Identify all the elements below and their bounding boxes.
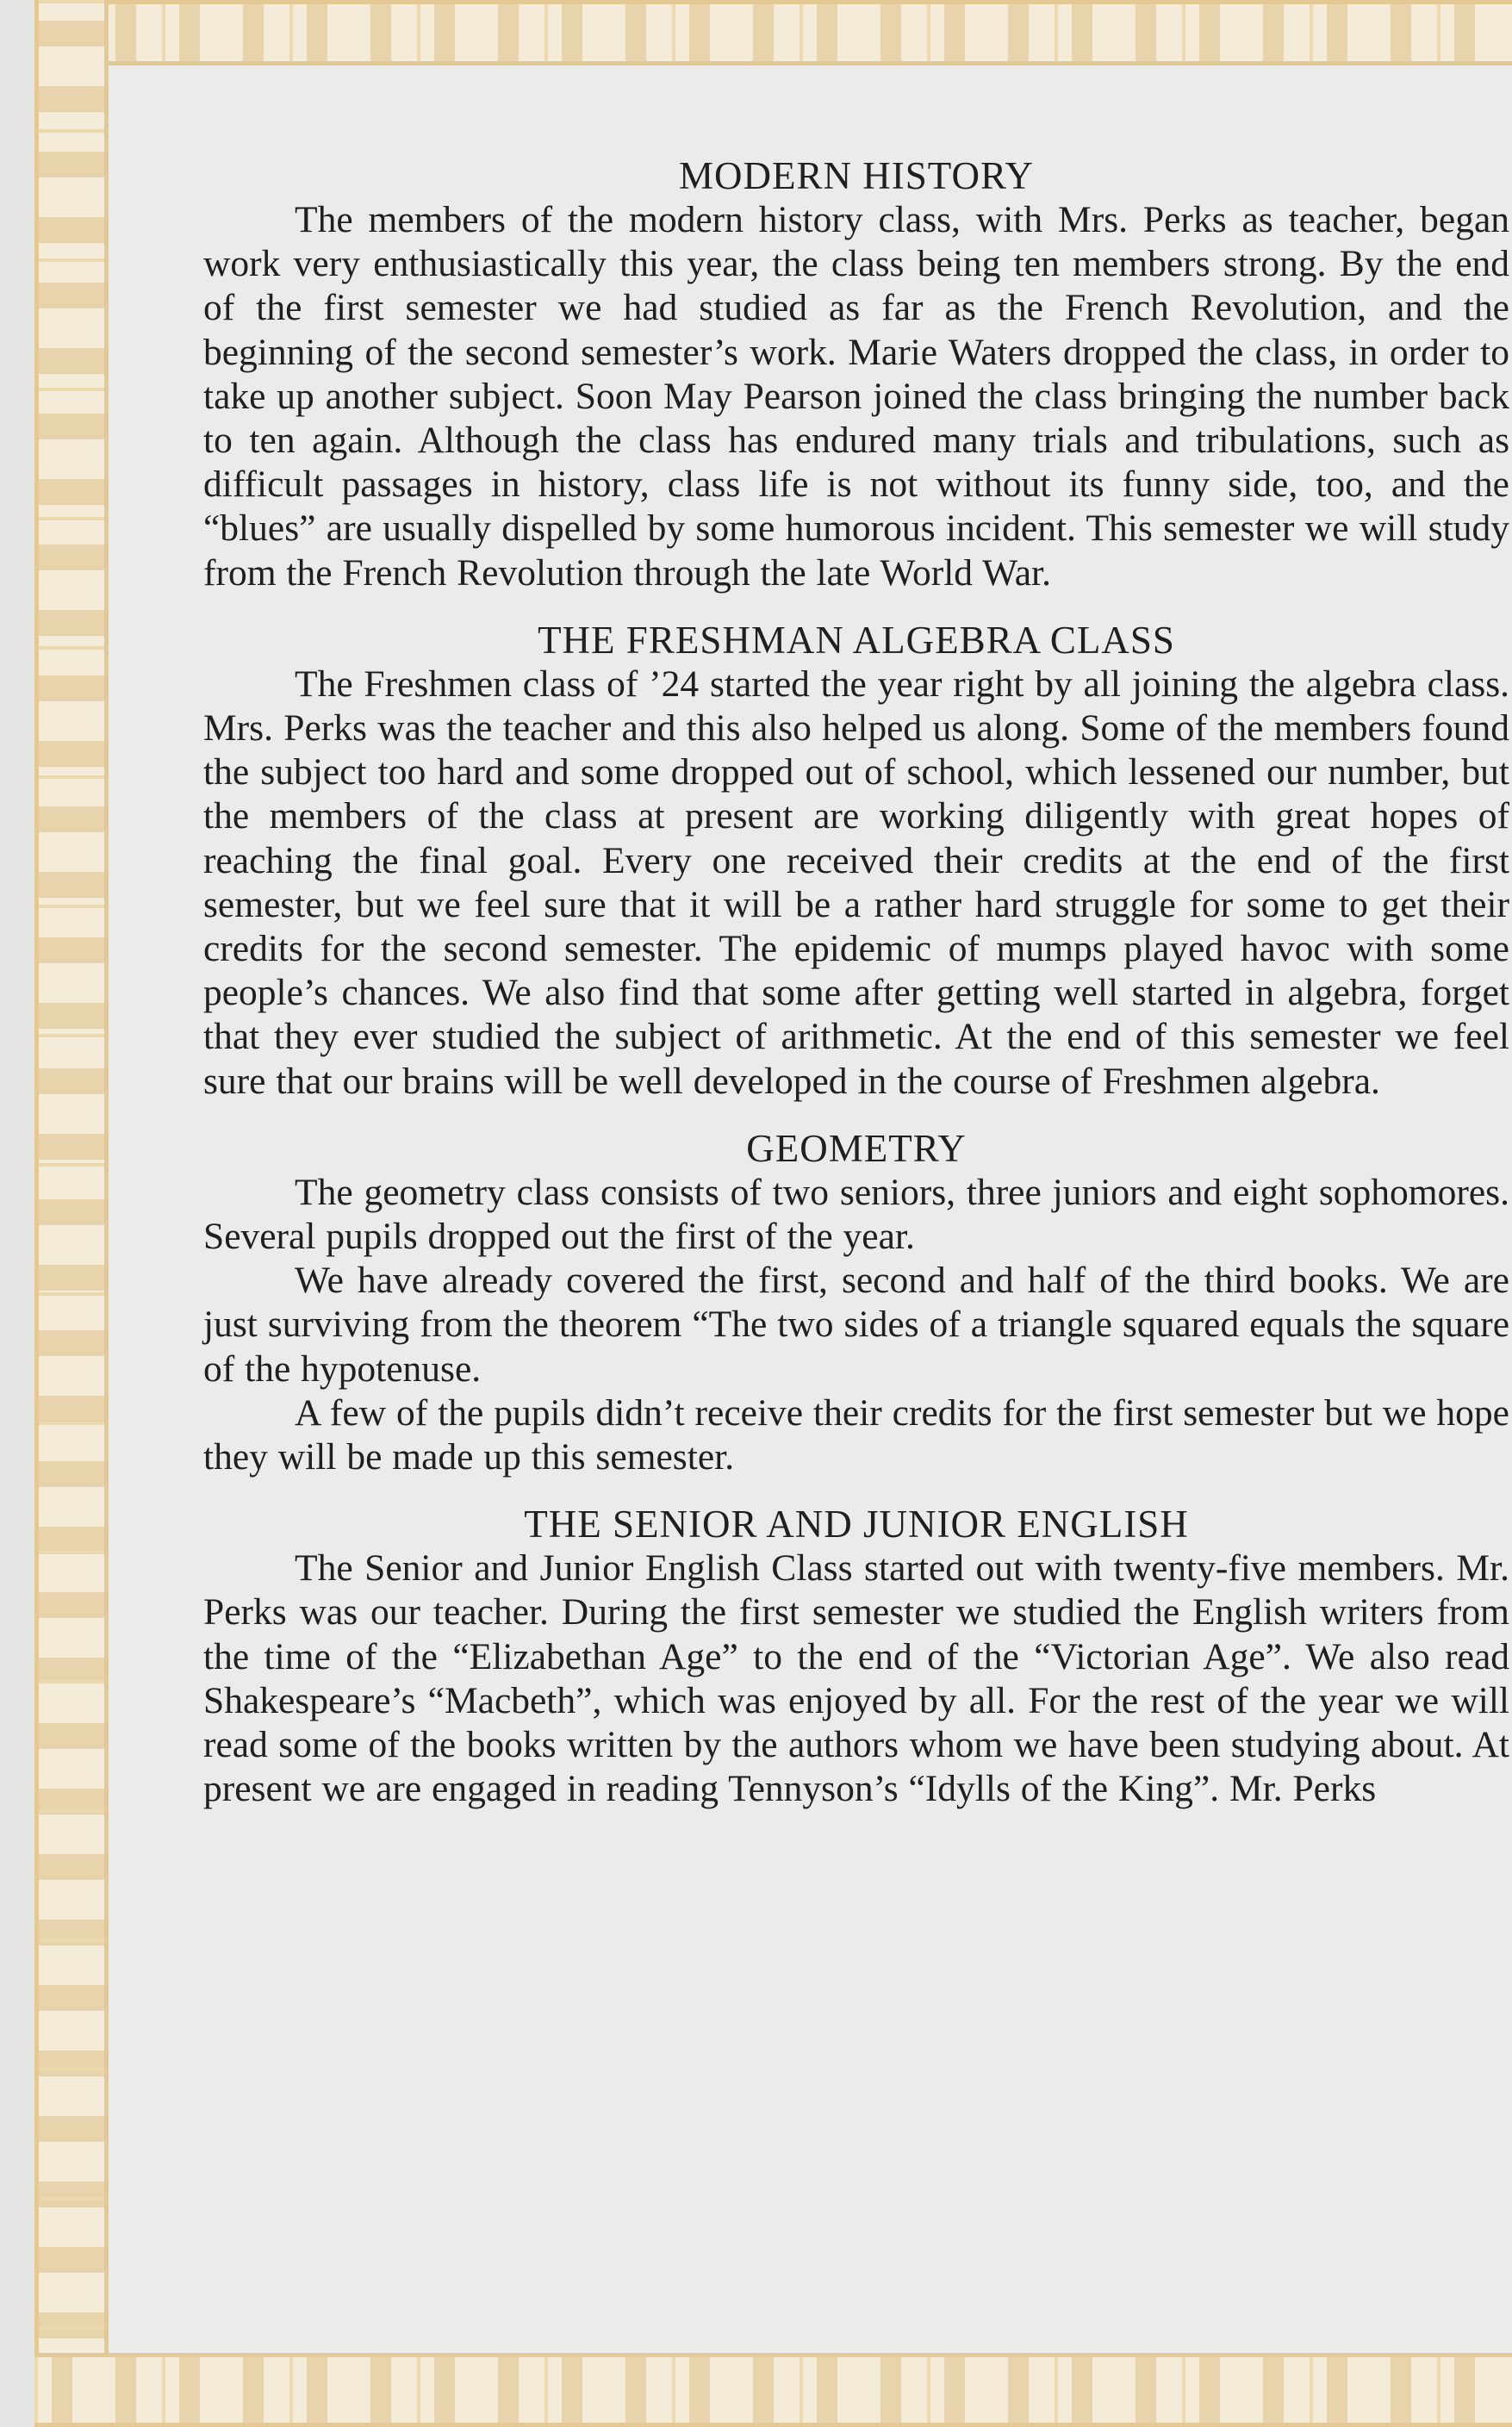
section-paragraph: The Senior and Junior English Class started out with twenty-five members. Mr. Perks was our teacher. During the first semester we studied the English writers from the time of the “Elizabethan Age” to the end of the “Victorian Age”. We also read Shakespeare’s “Macbeth”, which was enjoyed by all. For the rest of the year we will read some of the books written by the authors whom we have been studying about. At present we are engaged in reading Tennyson’s “Idylls of the King”. Mr. Perks xyxy=(203,1547,1509,1810)
page-margin xyxy=(0,0,34,2427)
ornamental-border-top xyxy=(34,0,1512,65)
page-content xyxy=(203,153,1509,1834)
section-paragraph: A few of the pupils didn’t receive their credits for the first semester but we hope they will be made up this semester. xyxy=(203,1391,1509,1478)
section-heading: THE SENIOR AND JUNIOR ENGLISH xyxy=(524,1503,1189,1546)
section-paragraph: We have already covered the first, second and half of the third books. We are just surviving from the theorem “The two sides of a triangle squared equals the square of the hypotenuse. xyxy=(203,1260,1509,1390)
section-heading: MODERN HISTORY xyxy=(679,154,1034,197)
section-paragraph: The Freshmen class of ’24 started the year right by all joining the algebra class. Mrs. Perks was the teacher and this also helped us along. Some of the members found the subject too hard and some dropped out of school, which lessened our number, but the members of the class at present are working diligently with great hopes of reaching the final goal. Every one received their credits at the end of the first semester, but we feel sure that it will be a rather hard struggle for some to get their credits for the second semester. The epidemic of mumps played havoc with some people’s chances. We also find that some after getting well started in algebra, forget that they ever studied the subject of arithmetic. At the end of this semester we feel sure that our brains will be well developed in the course of Freshmen algebra. xyxy=(203,663,1509,1102)
section-heading: THE FRESHMAN ALGEBRA CLASS xyxy=(538,618,1175,662)
section-modern-history xyxy=(203,153,1509,595)
section-heading: GEOMETRY xyxy=(746,1126,967,1170)
ornamental-border-bottom xyxy=(34,2353,1512,2427)
section-paragraph: The members of the modern history class, with Mrs. Perks as teacher, began work very enthusiastically this year, the class being ten members strong. By the end of the first semester we had studied as far as the French Revolution, and the beginning of the second semester’s work. Marie Waters dropped the class, in order to take up another subject. Soon May Pearson joined the class bringing the number back to ten again. Although the class has endured many trials and tribulations, such as difficult passages in history, class life is not without its funny side, too, and the “blues” are usually dispelled by some humorous incident. This semester we will study from the French Revolution through the late World War. xyxy=(203,199,1509,594)
ornamental-border-left xyxy=(34,0,109,2427)
section-geometry xyxy=(203,1126,1509,1479)
section-senior-junior-english xyxy=(203,1502,1509,1811)
section-paragraph: The geometry class consists of two seniors, three juniors and eight sophomores. Several pupils dropped out the first of the year. xyxy=(203,1171,1509,1258)
section-freshman-algebra xyxy=(203,618,1509,1104)
